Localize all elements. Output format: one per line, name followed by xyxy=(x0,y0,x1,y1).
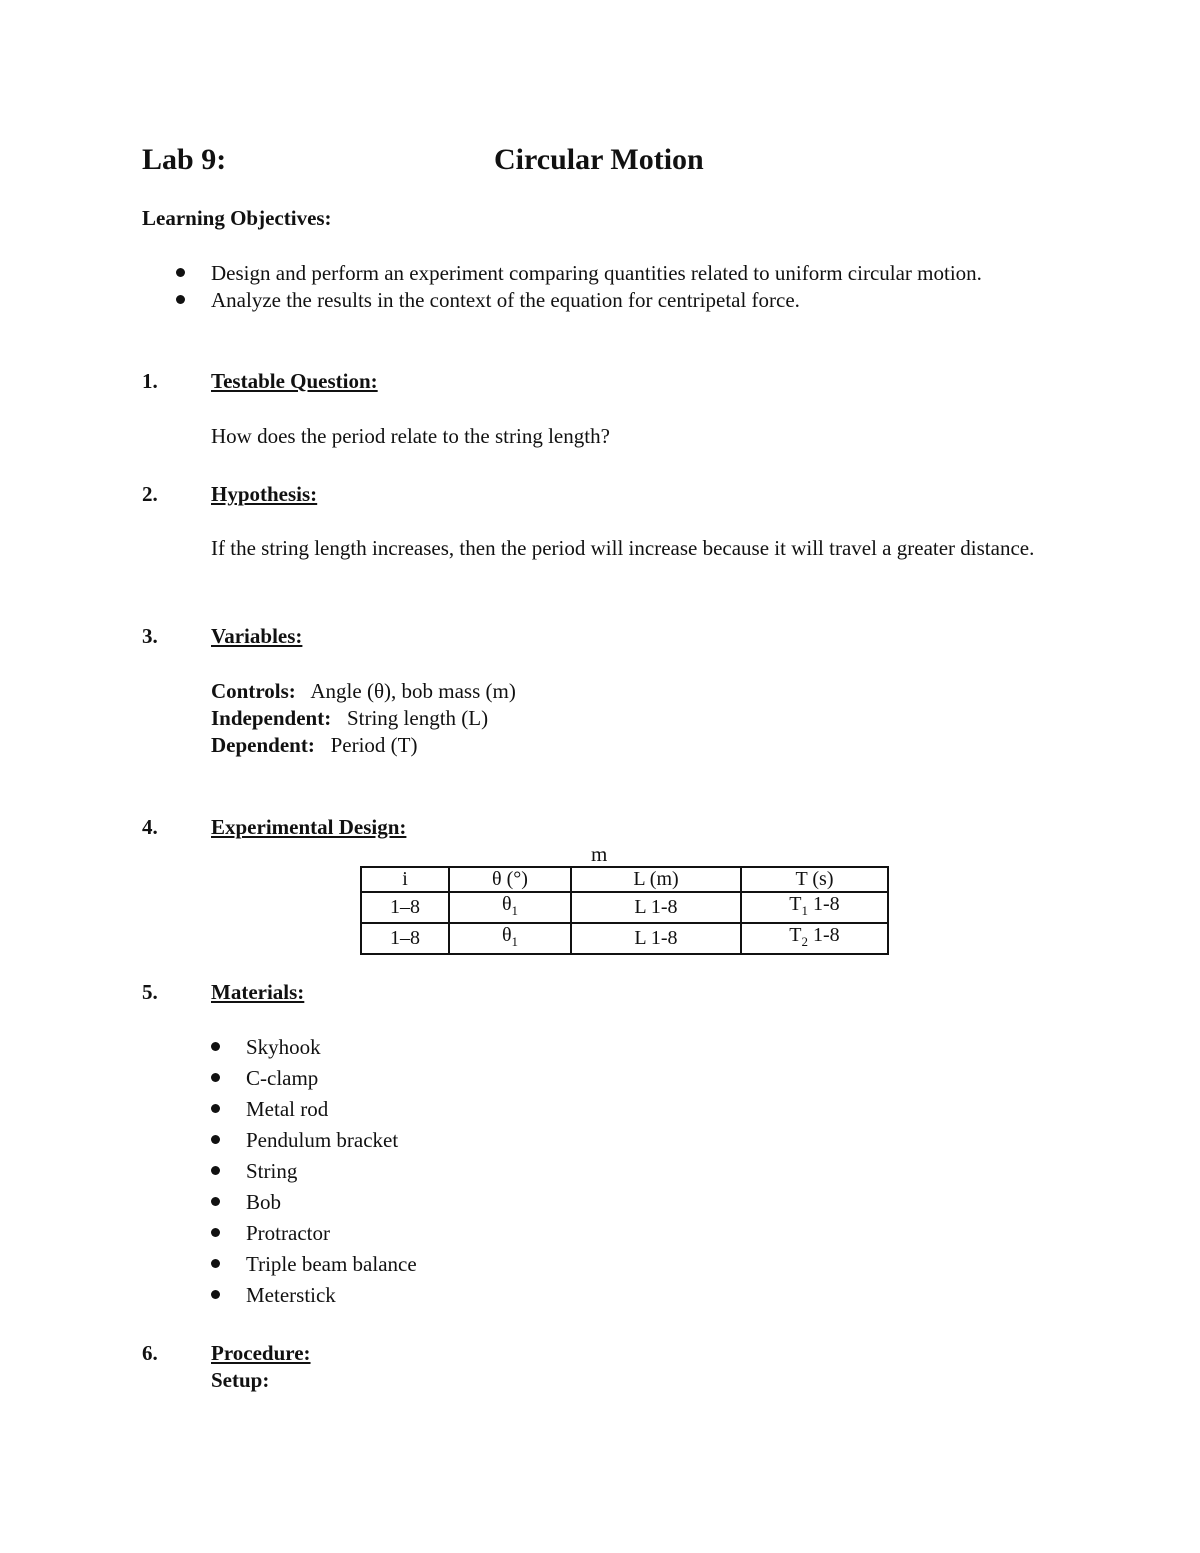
section-2-heading: Hypothesis: xyxy=(211,482,318,506)
bullet-icon xyxy=(211,1104,220,1113)
table-header-cell: θ (°) xyxy=(449,867,571,892)
bullet-icon xyxy=(211,1073,220,1082)
controls-label: Controls: xyxy=(211,679,296,703)
table-header-row xyxy=(361,867,888,892)
materials-item: Meterstick xyxy=(246,1283,336,1307)
independent-value: String length (L) xyxy=(346,706,489,730)
materials-item: Bob xyxy=(246,1190,282,1214)
bullet-icon xyxy=(211,1135,220,1144)
section-4-number: 4. xyxy=(142,815,158,839)
bullet-icon xyxy=(211,1042,220,1051)
lab-number: Lab 9: xyxy=(142,143,227,176)
dependent-label: Dependent: xyxy=(211,733,315,757)
controls-value: Angle (θ), bob mass (m) xyxy=(310,679,516,703)
bullet-icon xyxy=(211,1197,220,1206)
bullet-icon xyxy=(211,1166,220,1175)
bullet-icon xyxy=(176,268,185,277)
section-2-number: 2. xyxy=(142,482,158,506)
section-6-heading: Procedure: xyxy=(211,1341,311,1365)
table-cell: 1–8 xyxy=(361,923,449,954)
table-cell: L 1-8 xyxy=(571,923,741,954)
section-3-number: 3. xyxy=(142,624,158,648)
section-3-heading: Variables: xyxy=(211,624,303,648)
page-title: Circular Motion xyxy=(494,143,704,176)
table-header-cell: i xyxy=(361,867,449,892)
materials-item: Pendulum bracket xyxy=(246,1128,399,1152)
section-5-heading: Materials: xyxy=(211,980,305,1004)
independent-line xyxy=(211,706,488,731)
experimental-design-table xyxy=(360,866,889,955)
table-row xyxy=(361,923,888,954)
bullet-icon xyxy=(211,1228,220,1237)
materials-item: Triple beam balance xyxy=(246,1252,417,1276)
dependent-line xyxy=(211,733,418,758)
bullet-icon xyxy=(176,295,185,304)
section-5-number: 5. xyxy=(142,980,158,1004)
table-cell: 1–8 xyxy=(361,892,449,923)
table-header-cell: T (s) xyxy=(741,867,888,892)
table-cell: $T_1$ 1-8 xyxy=(741,892,888,923)
materials-item: Skyhook xyxy=(246,1035,321,1059)
materials-item: Protractor xyxy=(246,1221,330,1245)
table-caption: m xyxy=(591,842,608,866)
table-cell: $\theta_1$ xyxy=(449,892,571,923)
setup-subheading: Setup: xyxy=(211,1368,270,1392)
independent-label: Independent: xyxy=(211,706,332,730)
table-cell: $\theta_1$ xyxy=(449,923,571,954)
section-1-number: 1. xyxy=(142,369,158,393)
materials-item: String xyxy=(246,1159,298,1183)
section-1-heading: Testable Question: xyxy=(211,369,378,393)
objective-item: Analyze the results in the context of the equation for centripetal force. xyxy=(211,288,800,312)
dependent-value: Period (T) xyxy=(330,733,418,757)
testable-question-text: How does the period relate to the string length? xyxy=(211,424,610,448)
objective-item: Design and perform an experiment comparing quantities related to uniform circular motion. xyxy=(211,261,982,285)
materials-item: Metal rod xyxy=(246,1097,329,1121)
hypothesis-text: If the string length increases, then the period will increase because it will travel a greater distance. xyxy=(211,536,1035,560)
bullet-icon xyxy=(211,1290,220,1299)
table-cell: L 1-8 xyxy=(571,892,741,923)
section-6-number: 6. xyxy=(142,1341,158,1365)
objectives-heading: Learning Objectives: xyxy=(142,206,332,230)
controls-line xyxy=(211,679,516,704)
section-4-heading: Experimental Design: xyxy=(211,815,407,839)
materials-item: C-clamp xyxy=(246,1066,319,1090)
bullet-icon xyxy=(211,1259,220,1268)
table-cell: $T_2$ 1-8 xyxy=(741,923,888,954)
table-row xyxy=(361,892,888,923)
table-header-cell: L (m) xyxy=(571,867,741,892)
